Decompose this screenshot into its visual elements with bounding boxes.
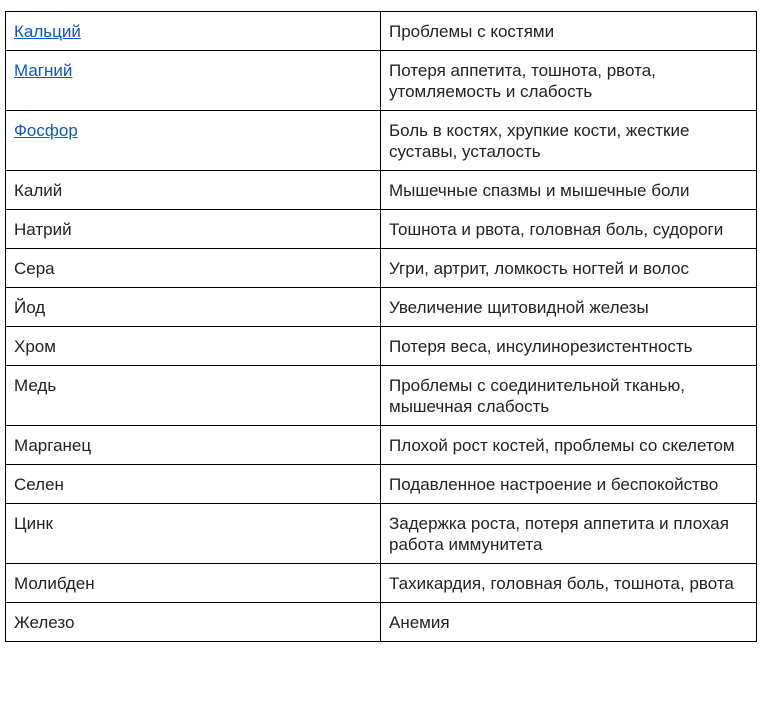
symptoms-text: Проблемы с соединительной тканью, мышечная слабость — [389, 376, 685, 416]
mineral-name: Молибден — [14, 574, 95, 593]
mineral-name: Селен — [14, 475, 64, 494]
symptoms-cell — [381, 171, 757, 210]
mineral-cell — [6, 426, 381, 465]
symptoms-cell — [381, 504, 757, 564]
mineral-link[interactable]: Магний — [14, 61, 73, 80]
mineral-name: Натрий — [14, 220, 72, 239]
mineral-cell — [6, 366, 381, 426]
table-body — [6, 12, 757, 642]
mineral-cell — [6, 327, 381, 366]
table-row — [6, 210, 757, 249]
mineral-name: Сера — [14, 259, 55, 278]
mineral-cell — [6, 564, 381, 603]
mineral-cell — [6, 51, 381, 111]
table-row — [6, 366, 757, 426]
table-row — [6, 288, 757, 327]
symptoms-text: Подавленное настроение и беспокойство — [389, 475, 719, 494]
symptoms-text: Потеря аппетита, тошнота, рвота, утомляемость и слабость — [389, 61, 656, 101]
mineral-name: Железо — [14, 613, 75, 632]
mineral-cell — [6, 12, 381, 51]
symptoms-text: Потеря веса, инсулинорезистентность — [389, 337, 693, 356]
symptoms-text: Мышечные спазмы и мышечные боли — [389, 181, 690, 200]
table-row — [6, 465, 757, 504]
mineral-cell — [6, 171, 381, 210]
symptoms-text: Увеличение щитовидной железы — [389, 298, 649, 317]
table-row — [6, 504, 757, 564]
symptoms-text: Плохой рост костей, проблемы со скелетом — [389, 436, 735, 455]
minerals-table — [5, 11, 757, 642]
mineral-cell — [6, 465, 381, 504]
table-row — [6, 564, 757, 603]
mineral-cell — [6, 288, 381, 327]
mineral-link[interactable]: Кальций — [14, 22, 81, 41]
symptoms-cell — [381, 12, 757, 51]
symptoms-cell — [381, 111, 757, 171]
mineral-name: Марганец — [14, 436, 92, 455]
table-row — [6, 603, 757, 642]
symptoms-cell — [381, 249, 757, 288]
table-row — [6, 426, 757, 465]
symptoms-cell — [381, 603, 757, 642]
symptoms-cell — [381, 465, 757, 504]
symptoms-cell — [381, 426, 757, 465]
mineral-cell — [6, 249, 381, 288]
symptoms-cell — [381, 210, 757, 249]
symptoms-text: Проблемы с костями — [389, 22, 555, 41]
mineral-cell — [6, 504, 381, 564]
mineral-name: Медь — [14, 376, 57, 395]
symptoms-text: Тошнота и рвота, головная боль, судороги — [389, 220, 724, 239]
mineral-cell — [6, 111, 381, 171]
symptoms-text: Задержка роста, потеря аппетита и плохая работа иммунитета — [389, 514, 729, 554]
mineral-name: Калий — [14, 181, 63, 200]
table-row — [6, 51, 757, 111]
table-row — [6, 327, 757, 366]
table-row — [6, 12, 757, 51]
symptoms-text: Боль в костях, хрупкие кости, жесткие суставы, усталость — [389, 121, 690, 161]
mineral-name: Йод — [14, 298, 46, 317]
mineral-cell — [6, 603, 381, 642]
mineral-cell — [6, 210, 381, 249]
mineral-name: Цинк — [14, 514, 53, 533]
table-row — [6, 111, 757, 171]
table-row — [6, 171, 757, 210]
symptoms-cell — [381, 51, 757, 111]
table-row — [6, 249, 757, 288]
symptoms-cell — [381, 327, 757, 366]
symptoms-text: Анемия — [389, 613, 450, 632]
symptoms-cell — [381, 288, 757, 327]
mineral-link[interactable]: Фосфор — [14, 121, 78, 140]
mineral-name: Хром — [14, 337, 56, 356]
symptoms-cell — [381, 366, 757, 426]
symptoms-text: Тахикардия, головная боль, тошнота, рвота — [389, 574, 734, 593]
symptoms-cell — [381, 564, 757, 603]
symptoms-text: Угри, артрит, ломкость ногтей и волос — [389, 259, 689, 278]
